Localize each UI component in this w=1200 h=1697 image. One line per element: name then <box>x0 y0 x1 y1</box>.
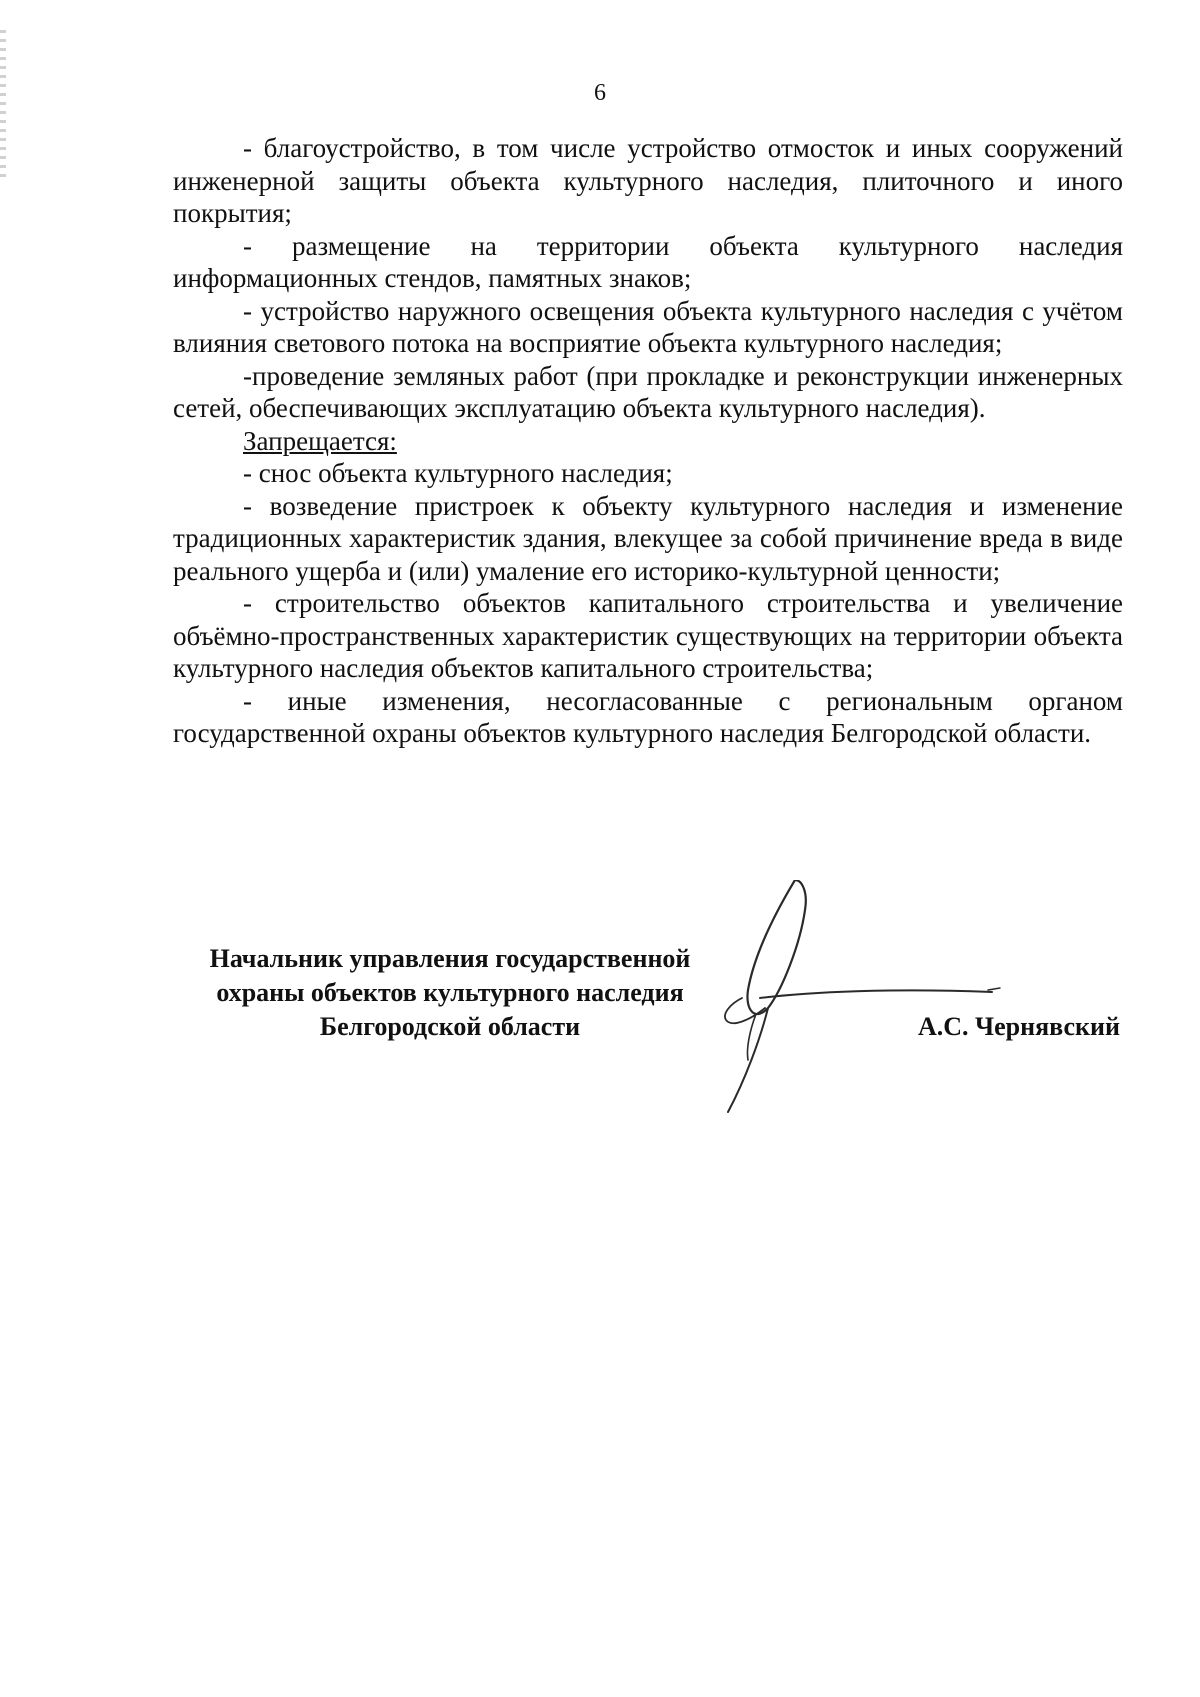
paragraph-demolition: - снос объекта культурного наследия; <box>243 458 673 488</box>
prohibited-heading-text: Запрещается: <box>243 425 397 456</box>
signatory-position <box>150 942 750 1044</box>
page-number: 6 <box>594 80 606 106</box>
paragraph-outdoor-lighting: - устройство наружного освещения объекта культурного наследия с учётом влияния светового потока на восприятие объекта культурного наследия; <box>173 295 1123 358</box>
prohibited-heading <box>173 425 1123 458</box>
signatory-position-line: Белгородской области <box>319 1012 581 1041</box>
paragraph-other-changes: - иные изменения, несогласованные с региональным органом государственной охраны объектов культурного наследия Белгородской области. <box>173 685 1123 748</box>
paragraph-earthworks: -проведение земляных работ (при прокладке и реконструкции инженерных сетей, обеспечивающих эксплуатацию объекта культурного наследия). <box>173 360 1123 423</box>
paragraph-landscaping: - благоустройство, в том числе устройство отмосток и иных сооружений инженерной защиты объекта культурного наследия, плиточного и иного покрытия; <box>173 133 1123 228</box>
paragraph-extensions: - возведение пристроек к объекту культурного наследия и изменение традиционных характеристик здания, влекущее за собой причинение вреда в виде реального ущерба и (или) умаление его историко-культурной ценности; <box>173 490 1123 586</box>
document-body <box>173 132 1123 750</box>
signatory-position-line: Начальник управления государственной <box>209 944 691 973</box>
handwritten-signature <box>720 880 1010 1120</box>
paragraph-construction: - строительство объектов капитального строительства и увеличение объёмно-пространственных характеристик существующих на территории объекта культурного наследия объектов капитального строительства; <box>173 588 1123 683</box>
signatory-name: А.С. Чернявский <box>917 1012 1120 1041</box>
signatory-position-line: охраны объектов культурного наследия <box>216 978 684 1007</box>
paragraph-info-stands: - размещение на территории объекта культурного наследия информационных стендов, памятных знаков; <box>173 230 1123 293</box>
